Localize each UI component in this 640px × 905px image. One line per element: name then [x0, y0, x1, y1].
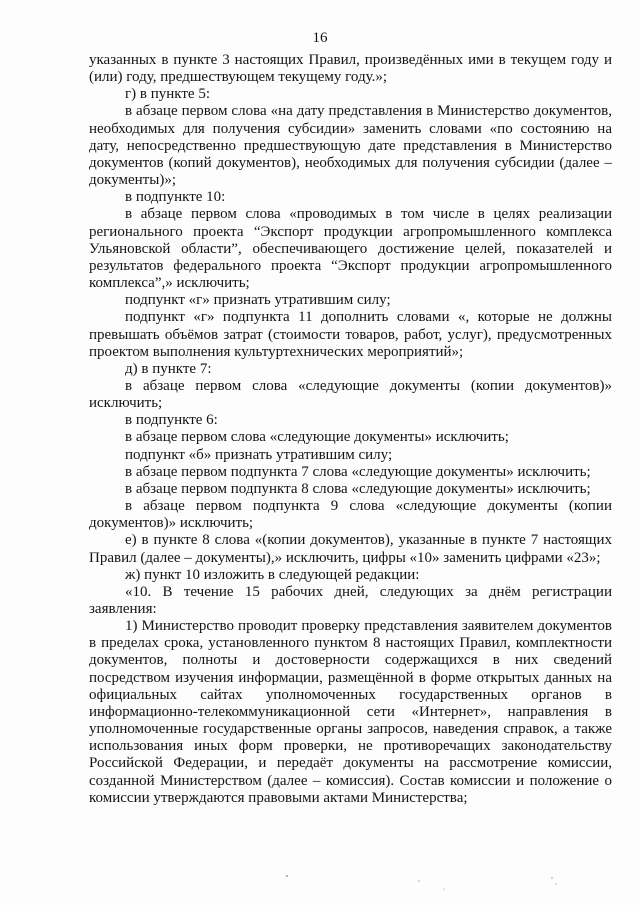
paragraph: в абзаце первом подпункта 9 слова «следующие документы (копии документов)» исключить;: [89, 498, 612, 532]
paragraph: подпункт «б» признать утратившим силу;: [125, 446, 393, 463]
paragraph: в абзаце первом подпункта 7 слова «следующие документы» исключить;: [125, 463, 591, 480]
paragraph: в подпункте 6:: [125, 412, 218, 429]
paragraph: в абзаце первом подпункта 8 слова «следующие документы» исключить;: [125, 480, 591, 497]
paragraph: 1) Министерство проводит проверку представления заявителем документов в пределах срока, установленного пунктом 8 настоящих Правил, комплектности документов, полноты и достоверности содержащихся в них сведений посредством изучения информации, размещённой в форме открытых данных на официальных сайтах уполномоченных государственных органов в информационно-телекоммуникационной сети «Интернет», направления в уполномоченные государственные органы запросов, наведения справок, а также использования иных форм проверки, не противоречащих законодательству Российской Федерации, и передаёт документы на рассмотрение комиссии, созданной Министерством (далее – комиссия). Состав комиссии и положение о комиссии утверждаются правовыми актами Министерства;: [89, 618, 612, 806]
paragraph: в абзаце первом слова «следующие документы» исключить;: [125, 429, 509, 446]
paragraph: подпункт «г» подпункта 11 дополнить словами «, которые не должны превышать объёмов затрат (стоимости товаров, работ, услуг), предусмотренных проектом выполнения культуртехнических мероприятий»;: [89, 309, 612, 360]
paragraph: в абзаце первом слова «проводимых в том числе в целях реализации регионального проекта “Экспорт продукции агропромышленного комплекса Ульяновской области”, обеспечивающего достижение целей, показателей и результатов федерального проекта “Экспорт продукции агропромышленного комплекса”,» исключить;: [89, 206, 612, 292]
paragraph: в абзаце первом слова «следующие документы (копии документов)» исключить;: [89, 377, 612, 412]
paragraph-continuation: указанных в пункте 3 настоящих Правил, произведённых ими в текущем году и (или) году, предшествующем текущему году.»;: [89, 52, 612, 86]
scan-speck: [418, 880, 420, 882]
scan-speck: [443, 888, 444, 889]
paragraph: е) в пункте 8 слова «(копии документов), указанные в пункте 7 настоящих Правил (далее – документы),» исключить, цифры «10» заменить цифрами «23»;: [89, 532, 612, 566]
paragraph: в подпункте 10:: [125, 189, 226, 206]
paragraph: ж) пункт 10 изложить в следующей редакции:: [125, 566, 420, 583]
scan-speck: [551, 877, 553, 879]
scan-speck: [286, 875, 288, 877]
paragraph: г) в пункте 5:: [125, 86, 211, 103]
paragraph: д) в пункте 7:: [125, 360, 212, 377]
paragraph: «10. В течение 15 рабочих дней, следующих за днём регистрации заявления:: [89, 583, 612, 617]
page-number: 16: [312, 30, 328, 46]
paragraph: в абзаце первом слова «на дату представления в Министерство документов, необходимых для получения субсидии» заменить словами «по состоянию на дату, непосредственно предшествующую дате представления в Министерство документов (копий документов), необходимых для получения субсидии (далее – документы)»;: [89, 103, 612, 189]
paragraph: подпункт «г» признать утратившим силу;: [125, 292, 391, 309]
scan-speck: [555, 883, 556, 884]
